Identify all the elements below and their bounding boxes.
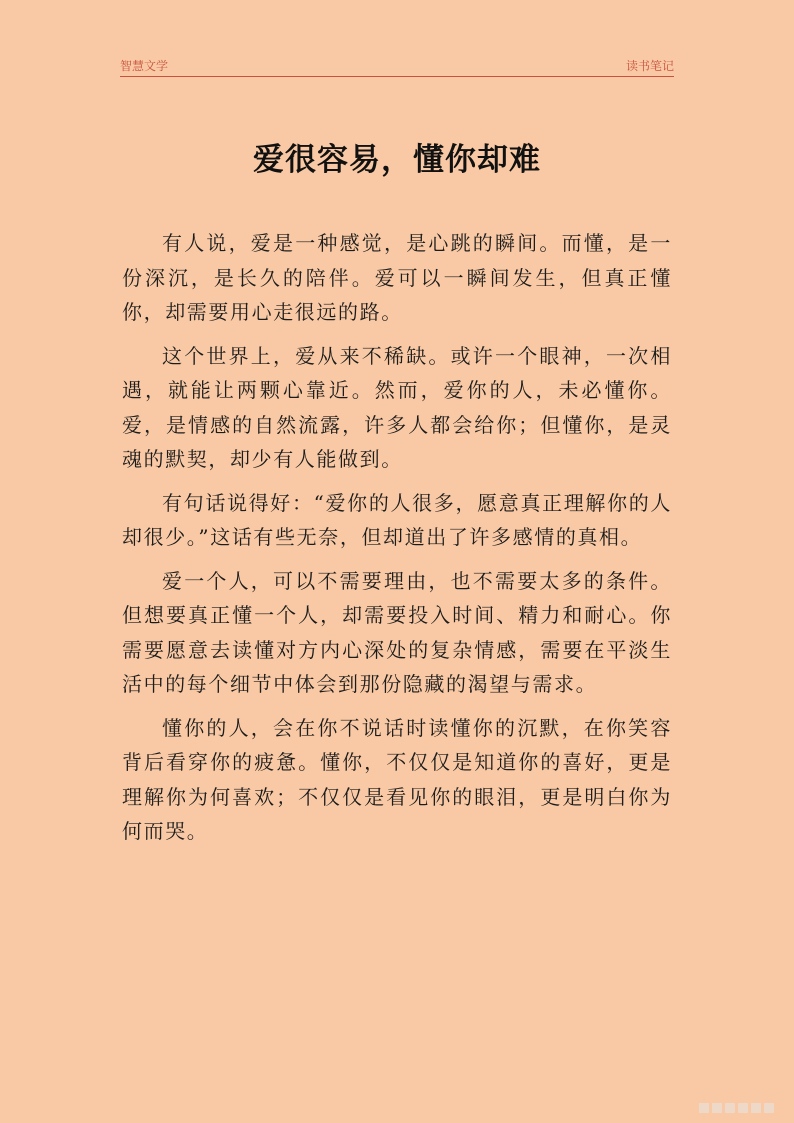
page-header: [120, 58, 674, 77]
article-paragraph: 这个世界上，爱从来不稀缺。或许一个眼神，一次相遇，就能让两颗心靠近。然而，爱你的人，未必懂你。爱，是情感的自然流露，许多人都会给你；但懂你，是灵魂的默契，却少有人能做到。: [122, 343, 672, 471]
article-body: [122, 226, 672, 858]
article-paragraph: 懂你的人，会在你不说话时读懂你的沉默，在你笑容背后看穿你的疲惫。懂你，不仅仅是知道你的喜好，更是理解你为何喜欢；不仅仅是看见你的眼泪，更是明白你为何而哭。: [122, 715, 672, 843]
header-section-name: 读书笔记: [625, 59, 674, 73]
watermark-blocks: [699, 1103, 774, 1113]
article-paragraph: 有人说，爱是一种感觉，是心跳的瞬间。而懂，是一份深沉，是长久的陪伴。爱可以一瞬间发生，但真正懂你，却需要用心走很远的路。: [122, 231, 672, 324]
article-title: 爱很容易，懂你却难: [253, 142, 541, 178]
header-site-name: 智慧文学: [120, 59, 169, 73]
article-paragraph: 有句话说得好：“爱你的人很多，愿意真正理解你的人却很少。”这话有些无奈，但却道出了许多感情的真相。: [122, 490, 672, 549]
article-paragraph: 爱一个人，可以不需要理由，也不需要太多的条件。但想要真正懂一个人，却需要投入时间、精力和耐心。你需要愿意去读懂对方内心深处的复杂情感，需要在平淡生活中的每个细节中体会到那份隐藏的渴望与需求。: [122, 568, 672, 696]
